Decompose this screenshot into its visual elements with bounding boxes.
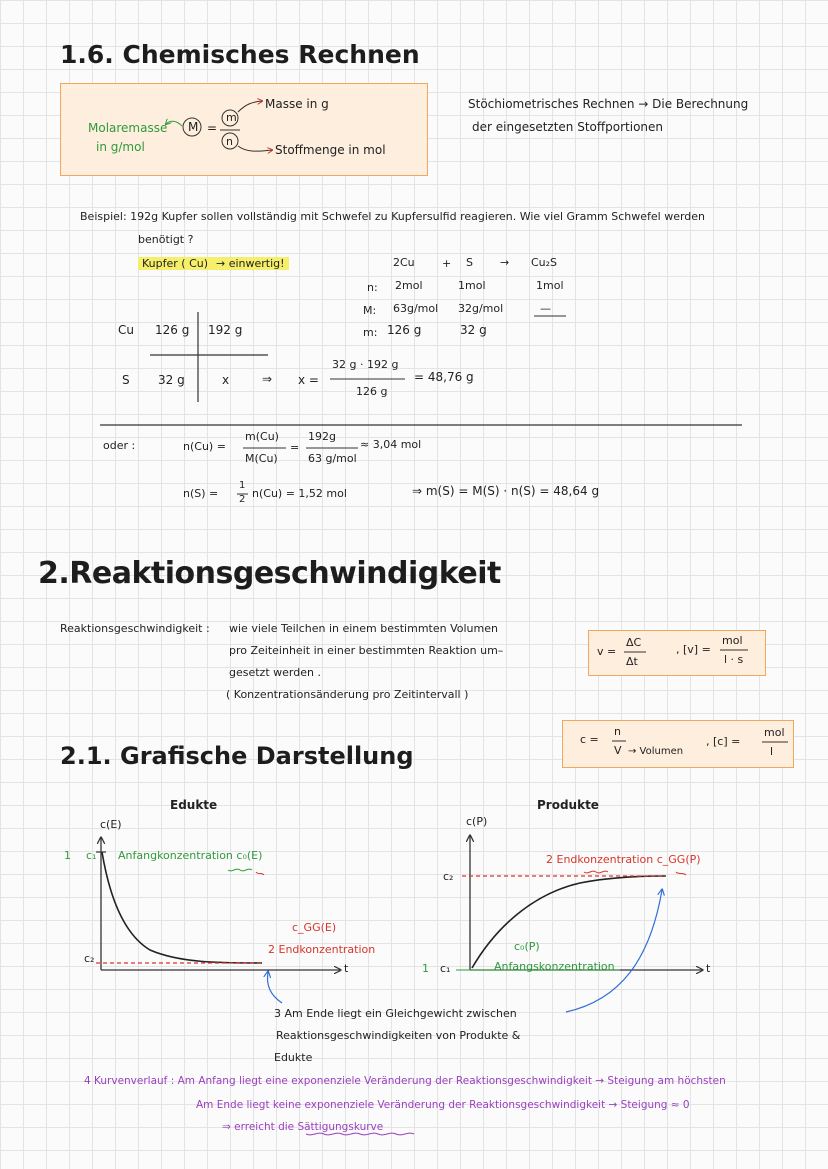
right-y-axis-label: c(P) — [466, 815, 488, 828]
c-equals: c = — [580, 733, 599, 746]
plus-sign: + — [442, 257, 452, 270]
c-V: V — [614, 744, 622, 757]
right-marker-1: 1 — [422, 962, 429, 975]
v-unit-label: , [v] = — [676, 643, 711, 656]
molaremasse-label: Molaremasse — [88, 121, 168, 135]
reactant-cu: 2Cu — [393, 256, 415, 269]
beispiel-line-2: benötigt ? — [138, 233, 194, 246]
note-3-arrow-left — [268, 972, 282, 1003]
table-cu-given: 192 g — [208, 323, 243, 337]
rg-def-line-4: ( Konzentrationsänderung pro Zeitintervall ) — [226, 688, 469, 701]
note-3-line-1: 3 Am Ende liegt ein Gleichgewicht zwischen — [274, 1007, 517, 1020]
x-fraction-numerator: 32 g · 192 g — [332, 358, 399, 371]
row-M-cu2s: — — [540, 302, 551, 315]
molaremasse-arrow — [166, 121, 182, 126]
volume-note: → Volumen — [628, 746, 684, 757]
x-equals: x = — [298, 373, 319, 387]
stoechiometrie-line-1: Stöchiometrisches Rechnen → Die Berechnung — [468, 97, 749, 111]
left-marker-1: 1 — [64, 849, 71, 862]
stoechiometrie-line-2: der eingesetzten Stoffportionen — [472, 120, 664, 134]
m-cu-numerator: m(Cu) — [245, 430, 279, 443]
table-s-unknown: x — [222, 373, 230, 387]
left-c2-label: c₂ — [84, 952, 95, 965]
left-c1-label: c₁ — [86, 849, 97, 862]
implies-arrow: ⇒ — [262, 372, 273, 386]
table-s-molar: 32 g — [158, 373, 185, 387]
m-s-final: ⇒ m(S) = M(S) · n(S) = 48,64 g — [412, 484, 600, 498]
right-c1-label: c₁ — [440, 962, 451, 975]
masse-label: Masse in g — [265, 97, 329, 111]
section-title-chemisches-rechnen: 1.6. Chemisches Rechnen — [60, 40, 420, 69]
half-denominator: 2 — [239, 494, 246, 505]
beispiel-line-1: Beispiel: 192g Kupfer sollen vollständig mit Schwefel zu Kupfersulfid reagieren. Wie viel Gramm Schwefel werden — [80, 210, 706, 223]
row-m-label: m: — [363, 326, 378, 339]
n-cu-label: n(Cu) = — [183, 440, 226, 453]
edukte-heading: Edukte — [170, 798, 218, 812]
delta-c: ΔC — [626, 636, 642, 649]
stoffmenge-arrow — [238, 146, 272, 151]
left-endkonzentration: 2 Endkonzentration — [268, 943, 376, 956]
c-unit-label: , [c] = — [706, 735, 741, 748]
row-n-s: 1mol — [458, 279, 486, 292]
row-n-label: n: — [367, 281, 378, 294]
mass-numerator: 192g — [308, 430, 336, 443]
molar-denominator: 63 g/mol — [308, 452, 357, 465]
M-cu-denominator: M(Cu) — [245, 452, 278, 465]
rg-def-line-2: pro Zeiteinheit in einer bestimmten Reaktion um– — [229, 644, 504, 657]
rg-def-line-3: gesetzt werden . — [229, 666, 321, 679]
left-curve-edukte — [102, 852, 262, 963]
note-3-arrow-right — [566, 890, 662, 1012]
produkte-heading: Produkte — [537, 798, 599, 812]
note-4-line-2: Am Ende liegt keine exponenziele Veränderung der Reaktionsgeschwindigkeit → Steigung ≈ 0 — [196, 1099, 690, 1111]
row-n-cu2s: 1mol — [536, 279, 564, 292]
left-y-axis-label: c(E) — [100, 818, 122, 831]
row-M-label: M: — [363, 304, 377, 317]
rg-label: Reaktionsgeschwindigkeit : — [60, 622, 210, 635]
table-cu-label: Cu — [118, 323, 134, 337]
v-unit-num: mol — [722, 634, 743, 647]
half-numerator: 1 — [239, 480, 246, 491]
delta-t: Δt — [626, 655, 638, 668]
right-endkonzentration: 2 Endkonzentration c_GG(P) — [546, 853, 701, 866]
right-anfangskonzentration: Anfangskonzentration — [494, 960, 615, 973]
left-anfangkonzentration: Anfangkonzentration c₀(E) — [118, 849, 263, 862]
note-4-line-3: ⇒ erreicht die Sättigungskurve — [222, 1121, 384, 1133]
row-m-s: 32 g — [460, 323, 487, 337]
n-circle — [222, 133, 238, 149]
section-title-grafische-darstellung: 2.1. Grafische Darstellung — [60, 742, 414, 770]
x-fraction-denominator: 126 g — [356, 385, 388, 398]
table-s-label: S — [122, 373, 130, 387]
symbol-n: n — [226, 135, 233, 148]
x-result: = 48,76 g — [414, 370, 474, 384]
c-unit-num: mol — [764, 726, 785, 739]
v-unit-den: l · s — [724, 653, 744, 666]
m-circle — [222, 110, 238, 126]
right-c0p-label: c₀(P) — [514, 940, 540, 953]
stoffmenge-label: Stoffmenge in mol — [275, 143, 386, 157]
symbol-m: m — [226, 111, 237, 124]
row-n-cu: 2mol — [395, 279, 423, 292]
note-3-line-3: Edukte — [274, 1051, 313, 1064]
oder-equals: = — [290, 441, 300, 454]
n-s-label: n(S) = — [183, 487, 219, 500]
unit-gmol-label: in g/mol — [96, 140, 145, 154]
equals-sign: = — [207, 121, 218, 135]
note-3-line-2: Reaktionsgeschwindigkeiten von Produkte & — [276, 1029, 521, 1042]
kupfer-label: Kupfer ( Cu) — [138, 257, 212, 270]
row-m-cu: 126 g — [387, 323, 422, 337]
c-unit-den: l — [770, 745, 774, 758]
reaction-arrow: → — [500, 256, 510, 269]
row-M-cu: 63g/mol — [393, 302, 439, 315]
section-title-reaktionsgeschwindigkeit: 2.Reaktionsgeschwindigkeit — [38, 556, 501, 591]
reactant-s: S — [466, 256, 473, 269]
oder-label: oder : — [103, 439, 136, 452]
einwertig-label: → einwertig! — [212, 257, 289, 270]
M-circle — [183, 118, 201, 136]
right-c2-label: c₂ — [443, 870, 454, 883]
left-t-axis-label: t — [344, 962, 349, 975]
right-t-axis-label: t — [706, 962, 711, 975]
c-n: n — [614, 725, 621, 738]
left-cgg-label: c_GG(E) — [292, 921, 337, 934]
product-cu2s: Cu₂S — [531, 256, 558, 269]
n-cu-result: ≈ 3,04 mol — [360, 438, 422, 451]
row-M-s: 32g/mol — [458, 302, 504, 315]
table-cu-molar: 126 g — [155, 323, 190, 337]
n-s-result: n(Cu) = 1,52 mol — [252, 487, 347, 500]
symbol-M: M — [188, 120, 199, 134]
rg-def-line-1: wie viele Teilchen in einem bestimmten Volumen — [229, 622, 498, 635]
right-curve-produkte — [472, 876, 666, 968]
v-equals: v = — [597, 645, 617, 658]
note-4-line-1: 4 Kurvenverlauf : Am Anfang liegt eine exponenziele Veränderung der Reaktionsgeschwindigkeit → Steigung am höchsten — [84, 1075, 726, 1087]
masse-arrow — [238, 101, 262, 112]
